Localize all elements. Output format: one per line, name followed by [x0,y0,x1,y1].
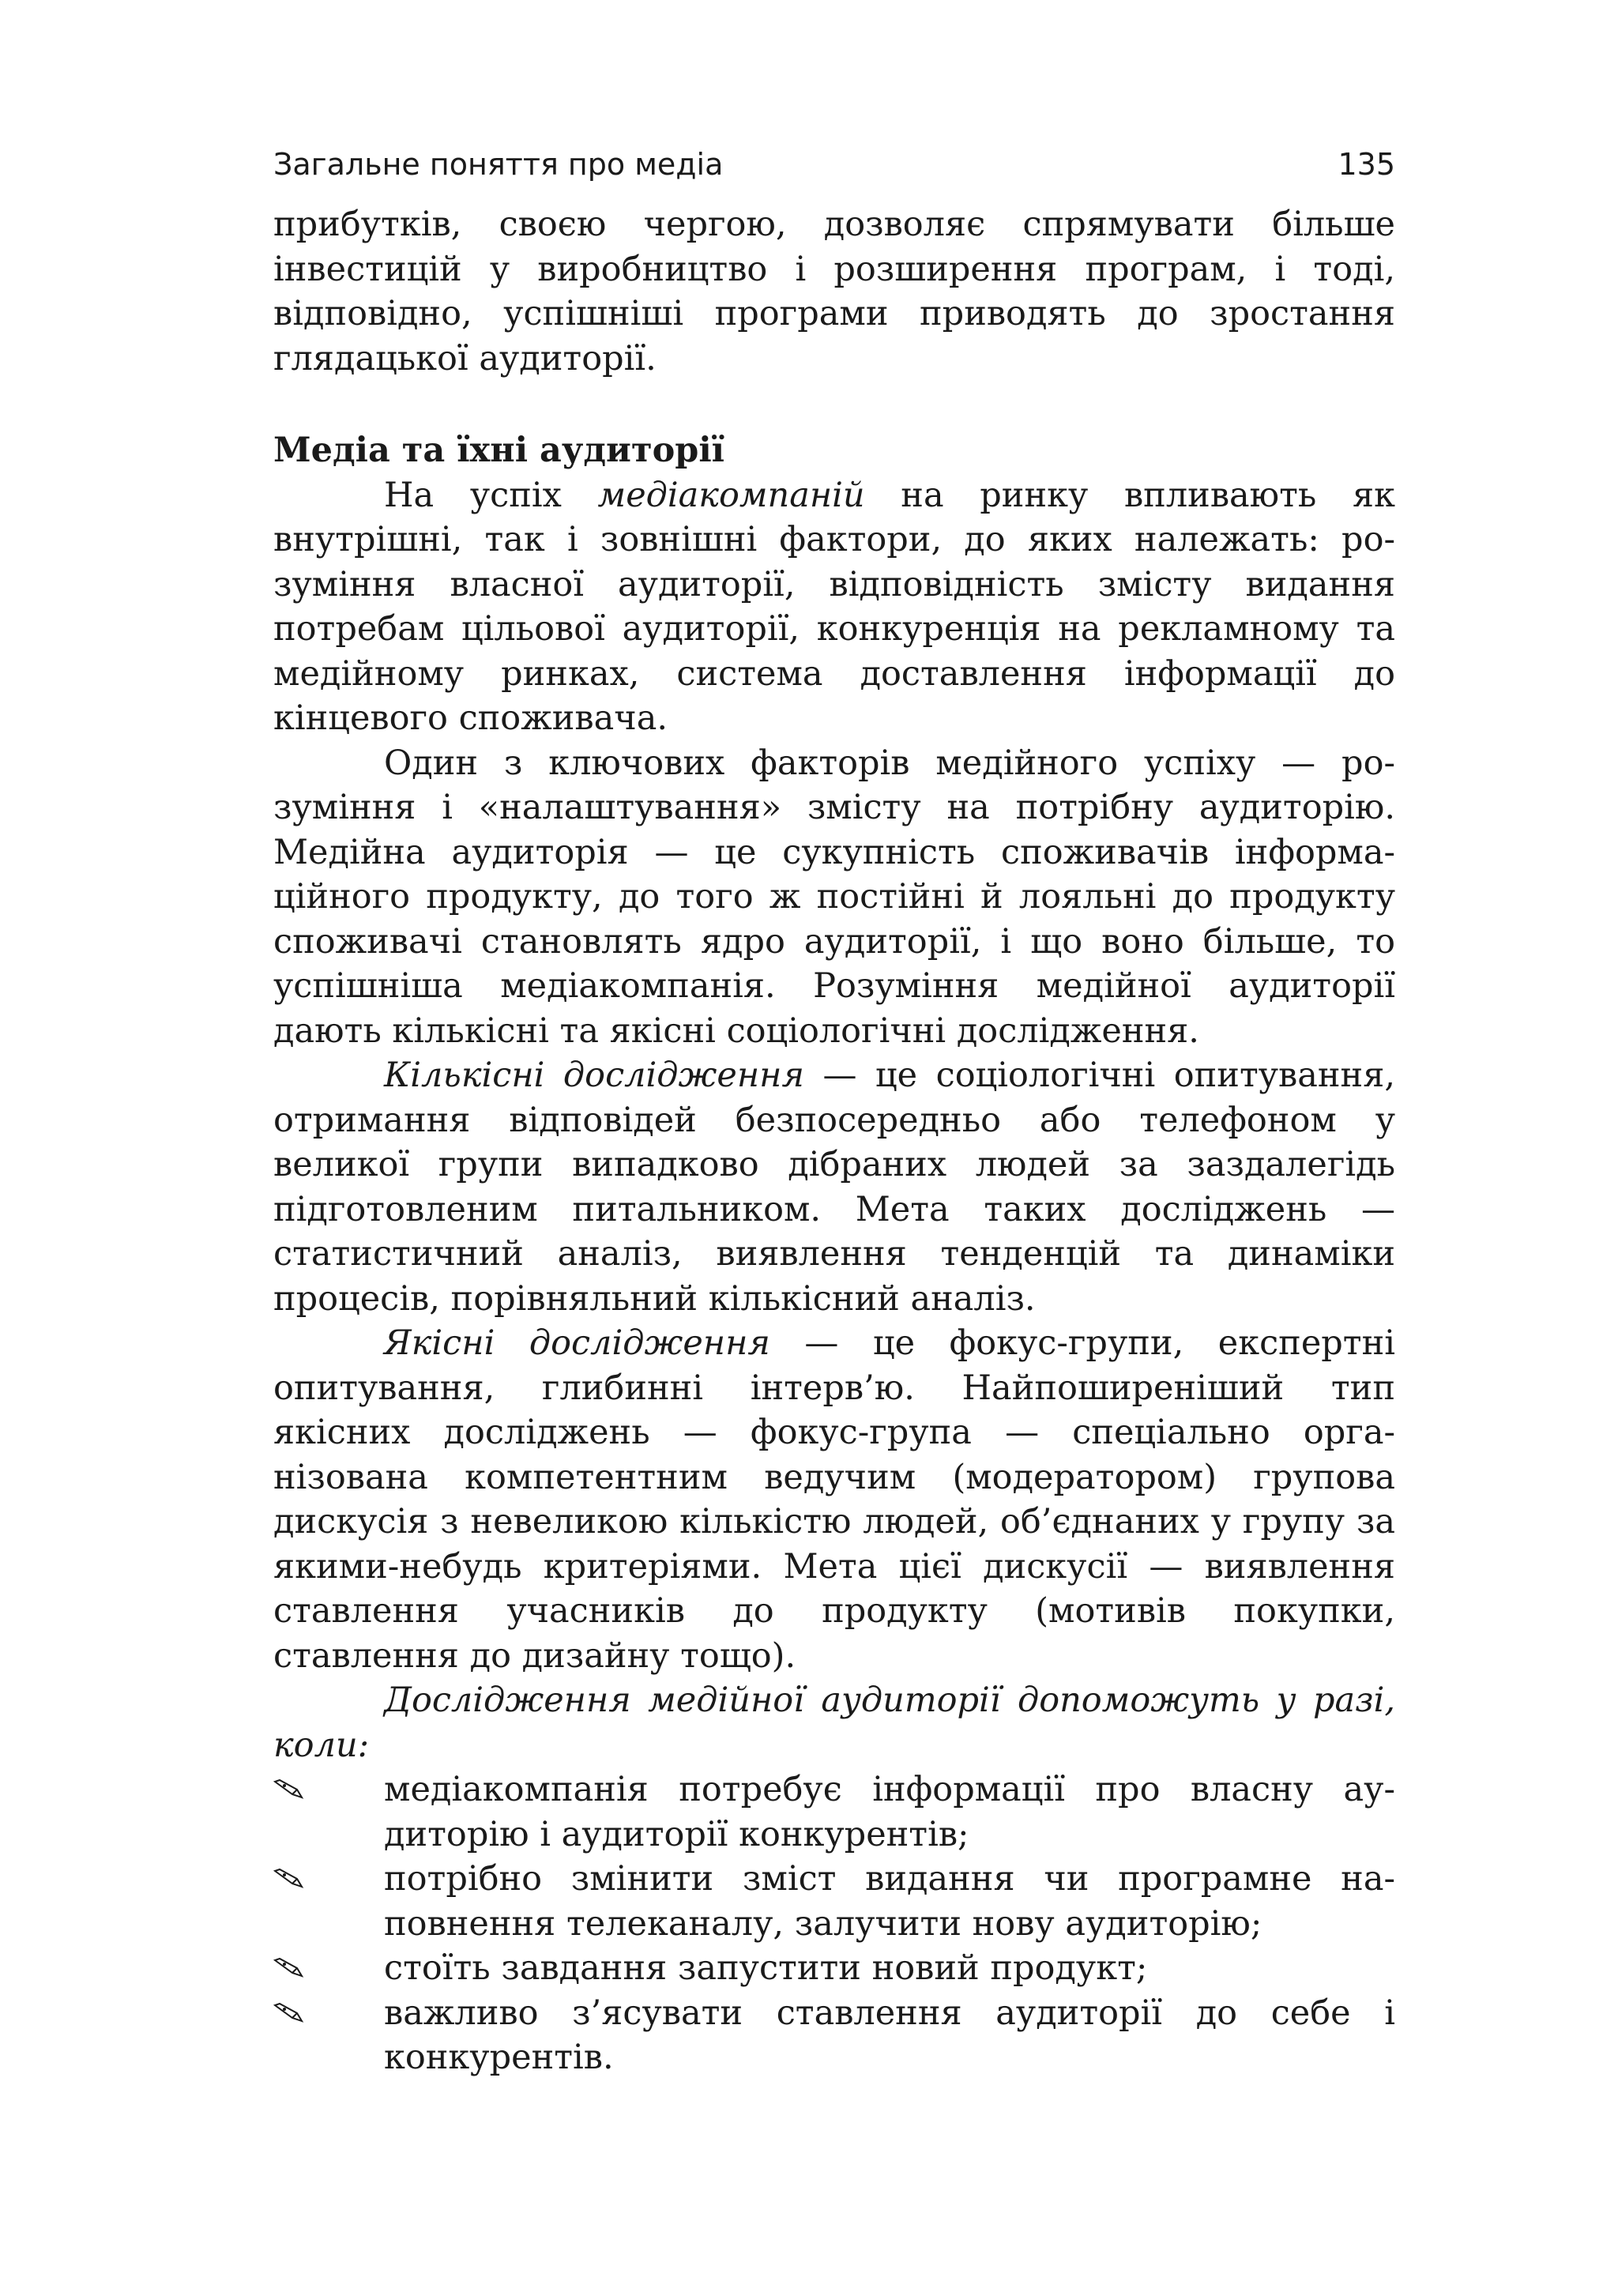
italic-term: Якісні дослідження [384,1323,770,1363]
paragraph-media-factors [273,473,1395,741]
paragraph-list-intro: Дослідження медійної аудиторії допоможуть у разі, коли: [273,1681,1395,1765]
list-item [273,1857,1395,1946]
paragraph-rest: — це фокус-групи, експертні опитування, глибинні інтерв’ю. Найпоширеніший тип якісних досліджень — фокус-група — спеціально організована компетентним ведучим (модератором) групова дискусія з невеликою кількістю людей, об’єднаних у групу за якими-небудь критеріями. Мета цієї дискусії — виявлення ставлення учасників до продукту (мотивів покупки, ставлення до дизайну тощо). [273,1323,1396,1676]
list-item-text: потрібно змінити зміст видання чи програмне наповнення телеканалу, залучити нову аудиторію; [384,1859,1395,1944]
italic-term: медіакомпаній [597,475,865,515]
book-page [273,142,1395,2080]
list-item [273,1991,1395,2080]
page-number: 135 [1338,147,1395,182]
pen-nib-icon [273,2002,305,2024]
intro-paragraph: прибутків, своєю чергою, дозволяє спрямувати більше інвестицій у виробництво і розширення програм, і тоді, відповідно, успішніші програми приводять до зростання глядацької аудиторії. [273,205,1395,378]
bullet-list [273,1767,1395,2080]
paragraph-rest: на ринку впливають як внутрішні, так і зовнішні фактори, до яких належать: розуміння власної аудиторії, відповідність змісту видання потребам цільової аудиторії, конкуренція на рекламному та медійному ринках, система доставлення інформації до кінцевого споживача. [273,475,1395,738]
paragraph-lead: На успіх [384,475,598,515]
pen-nib-icon [273,1868,305,1890]
list-item [273,1767,1395,1857]
pen-nib-icon [273,1778,305,1801]
running-head [273,142,1395,186]
pen-nib-icon [273,1957,305,1979]
list-item-text: медіакомпанія потребує інформації про власну аудиторію і аудиторії конкурентів; [384,1770,1395,1854]
list-item-text: стоїть завдання запустити новий продукт; [384,1948,1148,1988]
body-text [273,202,1395,2080]
paragraph-rest: — це соціологічні опитування, отримання відповідей безпосередньо або телефоном у великої групи випадково дібраних людей за заздалегідь підготовленим питальником. Мета таких досліджень — статистичний аналіз, виявлення тенденцій та динаміки процесів, порівняльний кількісний аналіз. [273,1056,1395,1319]
running-title: Загальне поняття про медіа [273,147,724,182]
list-item-text: важливо з’ясувати ставлення аудиторії до себе і конкурентів. [384,1993,1395,2077]
list-item [273,1946,1395,1991]
paragraph-quantitative [273,1053,1395,1321]
paragraph-audience: Один з ключових факторів медійного успіху — розуміння і «налаштування» змісту на потрібну аудиторію. Медійна аудиторія — це сукупність споживачів інформаційного продукту, до того ж постійні й лояльні до продукту споживачі становлять ядро аудиторії, і що воно більше, то успішніша медіакомпанія. Розуміння медійної аудиторії дають кількісні та якісні соціологічні дослідження. [273,743,1395,1051]
paragraph-qualitative [273,1321,1395,1678]
italic-term: Кількісні дослідження [384,1056,804,1095]
section-heading: Медіа та їхні аудиторії [273,431,725,470]
